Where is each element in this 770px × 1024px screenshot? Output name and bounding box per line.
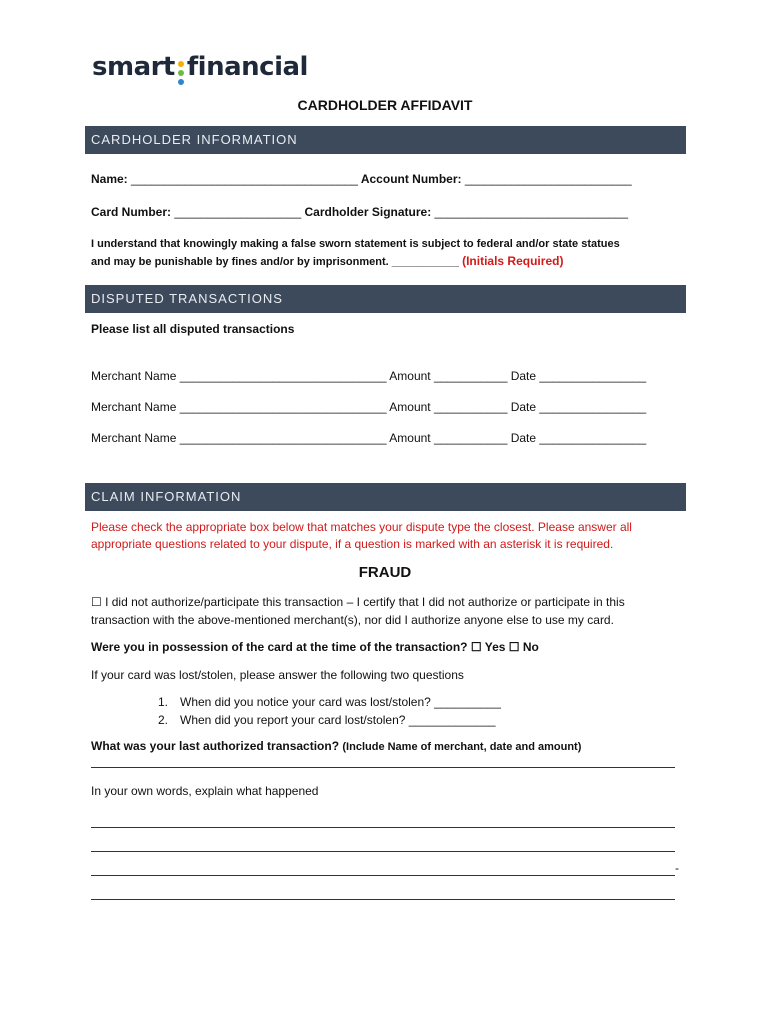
trailing-dash: -	[675, 861, 679, 875]
claim-notice-line-1: Please check the appropriate box below that matches your dispute type the closest. Please answer all	[91, 520, 632, 534]
list-item	[158, 693, 501, 711]
cardholder-signature-field[interactable]: _____________________________	[434, 205, 629, 219]
merchant-name-field[interactable]: Merchant Name _______________________________	[91, 369, 387, 383]
lost-notice-question[interactable]: When did you notice your card was lost/stolen? __________	[180, 695, 501, 709]
disputed-row	[91, 431, 646, 445]
lost-report-question[interactable]: When did you report your card lost/stolen? _____________	[180, 713, 496, 727]
possession-question[interactable]: Were you in possession of the card at the time of the transaction? ☐ Yes ☐ No	[91, 640, 539, 654]
sworn-statement-line-2	[91, 254, 563, 268]
merchant-name-field[interactable]: Merchant Name _______________________________	[91, 400, 387, 414]
lost-stolen-intro: If your card was lost/stolen, please answer the following two questions	[91, 668, 464, 682]
fraud-heading: FRAUD	[358, 564, 412, 581]
sworn-statement-line-1: I understand that knowingly making a false sworn statement is subject to federal and/or state statues	[91, 238, 620, 250]
account-number-field[interactable]: _________________________	[464, 172, 632, 186]
initials-required-note: (Initials Required)	[462, 254, 564, 268]
last-transaction-hint: (Include Name of merchant, date and amount)	[342, 741, 582, 753]
amount-field[interactable]: Amount ___________	[389, 400, 508, 414]
name-account-row	[91, 172, 632, 186]
list-item	[158, 711, 501, 729]
date-field[interactable]: Date ________________	[510, 369, 647, 383]
explanation-line[interactable]	[91, 899, 675, 900]
sworn-statement-text: and may be punishable by fines and/or by imprisonment. ___________	[91, 256, 460, 268]
logo-text-smart: smart	[92, 52, 175, 82]
fraud-statement-continued: transaction with the above-mentioned merchant(s), nor did I authorize anyone else to use my card.	[91, 613, 614, 627]
lost-stolen-questions	[158, 693, 501, 729]
disputed-row	[91, 369, 646, 383]
disputed-instruction: Please list all disputed transactions	[91, 322, 295, 336]
explanation-line[interactable]	[91, 851, 675, 852]
last-transaction-label: What was your last authorized transaction?	[91, 739, 340, 753]
card-number-field[interactable]: ___________________	[174, 205, 302, 219]
claim-notice-line-2: appropriate questions related to your dispute, if a question is marked with an asterisk it is required.	[91, 537, 614, 551]
amount-field[interactable]: Amount ___________	[389, 369, 508, 383]
fraud-checkbox-statement[interactable]: ☐ I did not authorize/participate this transaction – I certify that I did not authorize or participate in this	[91, 595, 625, 609]
amount-field[interactable]: Amount ___________	[389, 431, 508, 445]
explanation-line[interactable]	[91, 827, 675, 828]
date-field[interactable]: Date ________________	[510, 431, 647, 445]
last-transaction-field[interactable]	[91, 767, 675, 768]
date-field[interactable]: Date ________________	[510, 400, 647, 414]
name-label: Name:	[91, 172, 128, 186]
merchant-name-field[interactable]: Merchant Name _______________________________	[91, 431, 387, 445]
cardholder-signature-label: Cardholder Signature:	[304, 205, 432, 219]
list-number: 2.	[158, 713, 169, 727]
cardholder-information-header: CARDHOLDER INFORMATION	[85, 126, 686, 154]
name-field[interactable]: __________________________________	[131, 172, 358, 186]
disputed-row	[91, 400, 646, 414]
account-number-label: Account Number:	[360, 172, 462, 186]
logo-dots-icon	[176, 52, 186, 88]
last-transaction-question	[91, 739, 581, 753]
card-signature-row	[91, 205, 628, 219]
explanation-line[interactable]	[91, 875, 675, 876]
page-title: CARDHOLDER AFFIDAVIT	[297, 97, 473, 113]
disputed-transactions-header: DISPUTED TRANSACTIONS	[85, 285, 686, 313]
card-number-label: Card Number:	[91, 205, 172, 219]
own-words-label: In your own words, explain what happened	[91, 784, 319, 798]
list-number: 1.	[158, 695, 169, 709]
smart-financial-logo	[92, 52, 308, 92]
claim-information-header: CLAIM INFORMATION	[85, 483, 686, 511]
logo-text-financial: financial	[186, 52, 308, 82]
